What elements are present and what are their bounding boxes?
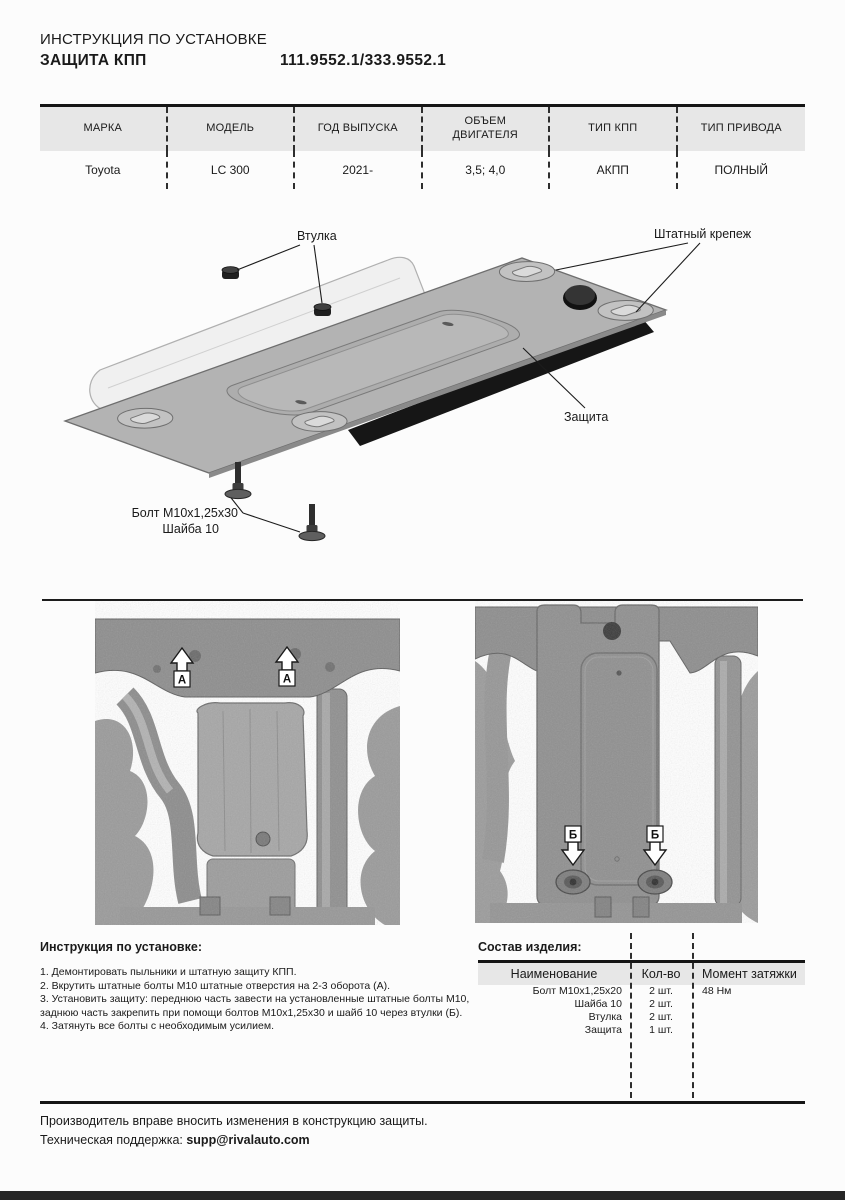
part-numbers: 111.9552.1/333.9552.1 xyxy=(280,52,447,69)
parts-dashed-divider-2 xyxy=(692,933,694,1098)
parts-title: Состав изделия: xyxy=(478,940,582,954)
spec-val-model: LC 300 xyxy=(168,151,296,189)
footer-support-label: Техническая поддержка: xyxy=(40,1133,187,1147)
parts-row-bushing xyxy=(478,1011,805,1024)
part-torque xyxy=(692,1011,805,1024)
parts-table xyxy=(478,960,805,1037)
label-bolt: Болт М10х1,25х30 xyxy=(131,506,238,520)
parts-row-guard xyxy=(478,1024,805,1037)
parts-col-name: Наименование xyxy=(510,967,598,981)
parts-row-washer xyxy=(478,998,805,1011)
part-name: Болт М10х1,25х20 xyxy=(532,985,622,997)
instruction-step-3: 3. Установить защиту: переднюю часть завести на установленные штатные болты М10, заднюю часть закрепить при помощи болтов М10х1,25х30 и шайб 10 через втулки (Б). xyxy=(40,993,470,1019)
header xyxy=(40,31,805,70)
product-title-row xyxy=(40,52,805,70)
spec-col-drive: ТИП ПРИВОДА xyxy=(700,122,782,135)
part-torque: 48 Нм xyxy=(702,985,732,997)
spec-val-drive: ПОЛНЫЙ xyxy=(714,163,769,177)
undercarriage-photo-front xyxy=(95,601,400,925)
marker-letter-a2: А xyxy=(282,673,292,686)
spec-val-brand: Toyota xyxy=(40,151,168,189)
undercarriage-photo-rear xyxy=(475,601,758,923)
photo-front-mounting xyxy=(95,601,400,925)
document-title: ИНСТРУКЦИЯ ПО УСТАНОВКЕ xyxy=(40,31,267,48)
parts-row-bolt xyxy=(478,985,805,998)
instruction-step-4: 4. Затянуть все болты с необходимым усилием. xyxy=(40,1020,275,1032)
spec-table-header-row xyxy=(40,107,805,151)
label-bolt-washer xyxy=(60,505,238,537)
parts-header-row xyxy=(478,963,805,985)
footer-divider-line xyxy=(40,1101,805,1104)
bushing-2 xyxy=(314,304,331,316)
page-bottom-bar xyxy=(0,1191,845,1200)
spec-col-model: МОДЕЛЬ xyxy=(168,107,296,151)
parts-col-torque: Момент затяжки xyxy=(702,967,797,981)
photo-installed-guard xyxy=(475,601,758,923)
spec-col-brand: МАРКА xyxy=(40,107,168,151)
parts-dashed-divider-1 xyxy=(630,933,632,1098)
spec-val-engine: 3,5; 4,0 xyxy=(423,151,551,189)
photo-grain xyxy=(95,601,400,925)
part-qty: 2 шт. xyxy=(649,998,673,1010)
instruction-step-2: 2. Вкрутить штатные болты М10 штатные отверстия на 2-3 оборота (А). xyxy=(40,979,390,992)
label-guard: Защита xyxy=(564,410,609,424)
installation-instructions xyxy=(40,940,470,1034)
photo-grain xyxy=(475,601,758,923)
marker-letter-b2: Б xyxy=(650,829,660,842)
support-email: supp@rivalauto.com xyxy=(186,1133,310,1147)
spec-table-data-row xyxy=(40,151,805,189)
instruction-step-1: 1. Демонтировать пыльники и штатную защиту КПП. xyxy=(40,966,297,978)
product-title: ЗАЩИТА КПП xyxy=(40,52,147,69)
footer-disclaimer: Производитель вправе вносить изменения в конструкцию защиты. xyxy=(40,1114,428,1128)
label-bushing: Втулка xyxy=(297,229,337,243)
part-name: Защита xyxy=(584,1024,622,1036)
part-qty: 1 шт. xyxy=(649,1024,673,1036)
part-name: Втулка xyxy=(588,1011,622,1023)
spec-val-year: 2021- xyxy=(295,151,423,189)
exploded-diagram xyxy=(0,218,845,586)
footer-support-line xyxy=(40,1131,428,1150)
spec-col-gearbox: ТИП КПП xyxy=(550,107,678,151)
part-torque xyxy=(692,998,805,1011)
marker-letter-b1: Б xyxy=(568,829,578,842)
marker-letter-a1: А xyxy=(177,674,187,687)
part-qty: 2 шт. xyxy=(649,1011,673,1023)
label-stock-fastener: Штатный крепеж xyxy=(654,227,752,241)
spec-col-year: ГОД ВЫПУСКА xyxy=(295,107,423,151)
bushing-1 xyxy=(222,267,239,279)
spec-col-engine: ОБЪЕМ ДВИГАТЕЛЯ xyxy=(423,107,551,151)
parts-col-qty: Кол-во xyxy=(641,967,681,981)
part-torque xyxy=(692,1024,805,1037)
part-name: Шайба 10 xyxy=(574,998,622,1010)
part-qty: 2 шт. xyxy=(649,985,673,997)
spec-table xyxy=(40,104,805,189)
bolt-washer-2 xyxy=(299,504,325,541)
instructions-title: Инструкция по установке: xyxy=(40,940,202,954)
footer xyxy=(40,1112,428,1150)
parts-list xyxy=(478,940,805,1037)
spec-val-gearbox: АКПП xyxy=(550,151,678,189)
label-washer: Шайба 10 xyxy=(162,522,219,536)
